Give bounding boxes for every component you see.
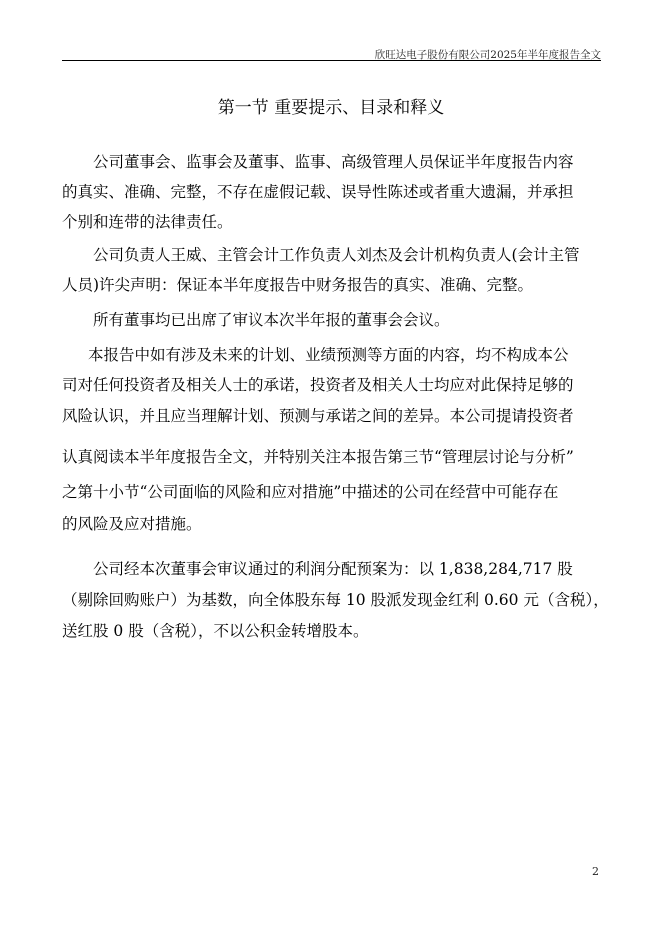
paragraph-line: 公司负责人王威、主管会计工作负责人刘杰及会计机构负责人(会计主管 bbox=[93, 246, 580, 264]
paragraph-line: 本报告中如有涉及未来的计划、业绩预测等方面的内容，均不构成本公 bbox=[88, 346, 569, 364]
header-text: 欣旺达电子股份有限公司2025年半年度报告全文 bbox=[374, 49, 601, 61]
paragraph-line: （剔除回购账户）为基数，向全体股东每 10 股派发现金红利 0.60 元（含税）， bbox=[62, 591, 609, 609]
page-header bbox=[62, 50, 601, 61]
paragraph-line: 风险认识，并且应当理解计划、预测与承诺之间的差异。本公司提请投资者 bbox=[62, 407, 574, 425]
paragraph-line: 司对任何投资者及相关人士的承诺，投资者及相关人士均应对此保持足够的 bbox=[62, 376, 574, 394]
page-number: 2 bbox=[592, 865, 599, 878]
paragraph-line: 的真实、准确、完整，不存在虚假记载、误导性陈述或者重大遗漏，并承担 bbox=[62, 183, 574, 201]
section-title: 第一节 重要提示、目录和释义 bbox=[217, 98, 445, 118]
paragraph-line: 公司经本次董事会审议通过的利润分配预案为：以 1,838,284,717 股 bbox=[93, 560, 573, 578]
paragraph-line: 所有董事均已出席了审议本次半年报的董事会会议。 bbox=[93, 311, 450, 329]
paragraph-line: 的风险及应对措施。 bbox=[62, 515, 202, 533]
paragraph-line: 公司董事会、监事会及董事、监事、高级管理人员保证半年度报告内容 bbox=[93, 153, 574, 171]
paragraph-line: 人员)许尖声明：保证本半年度报告中财务报告的真实、准确、完整。 bbox=[62, 276, 534, 294]
paragraph-line: 之第十小节“公司面临的风险和应对措施”中描述的公司在经营中可能存在 bbox=[62, 483, 559, 501]
paragraph-line: 送红股 0 股（含税），不以公积金转增股本。 bbox=[62, 622, 369, 640]
paragraph-line: 个别和连带的法律责任。 bbox=[62, 213, 233, 231]
paragraph-line: 认真阅读本半年度报告全文，并特别关注本报告第三节“管理层讨论与分析” bbox=[62, 448, 574, 466]
